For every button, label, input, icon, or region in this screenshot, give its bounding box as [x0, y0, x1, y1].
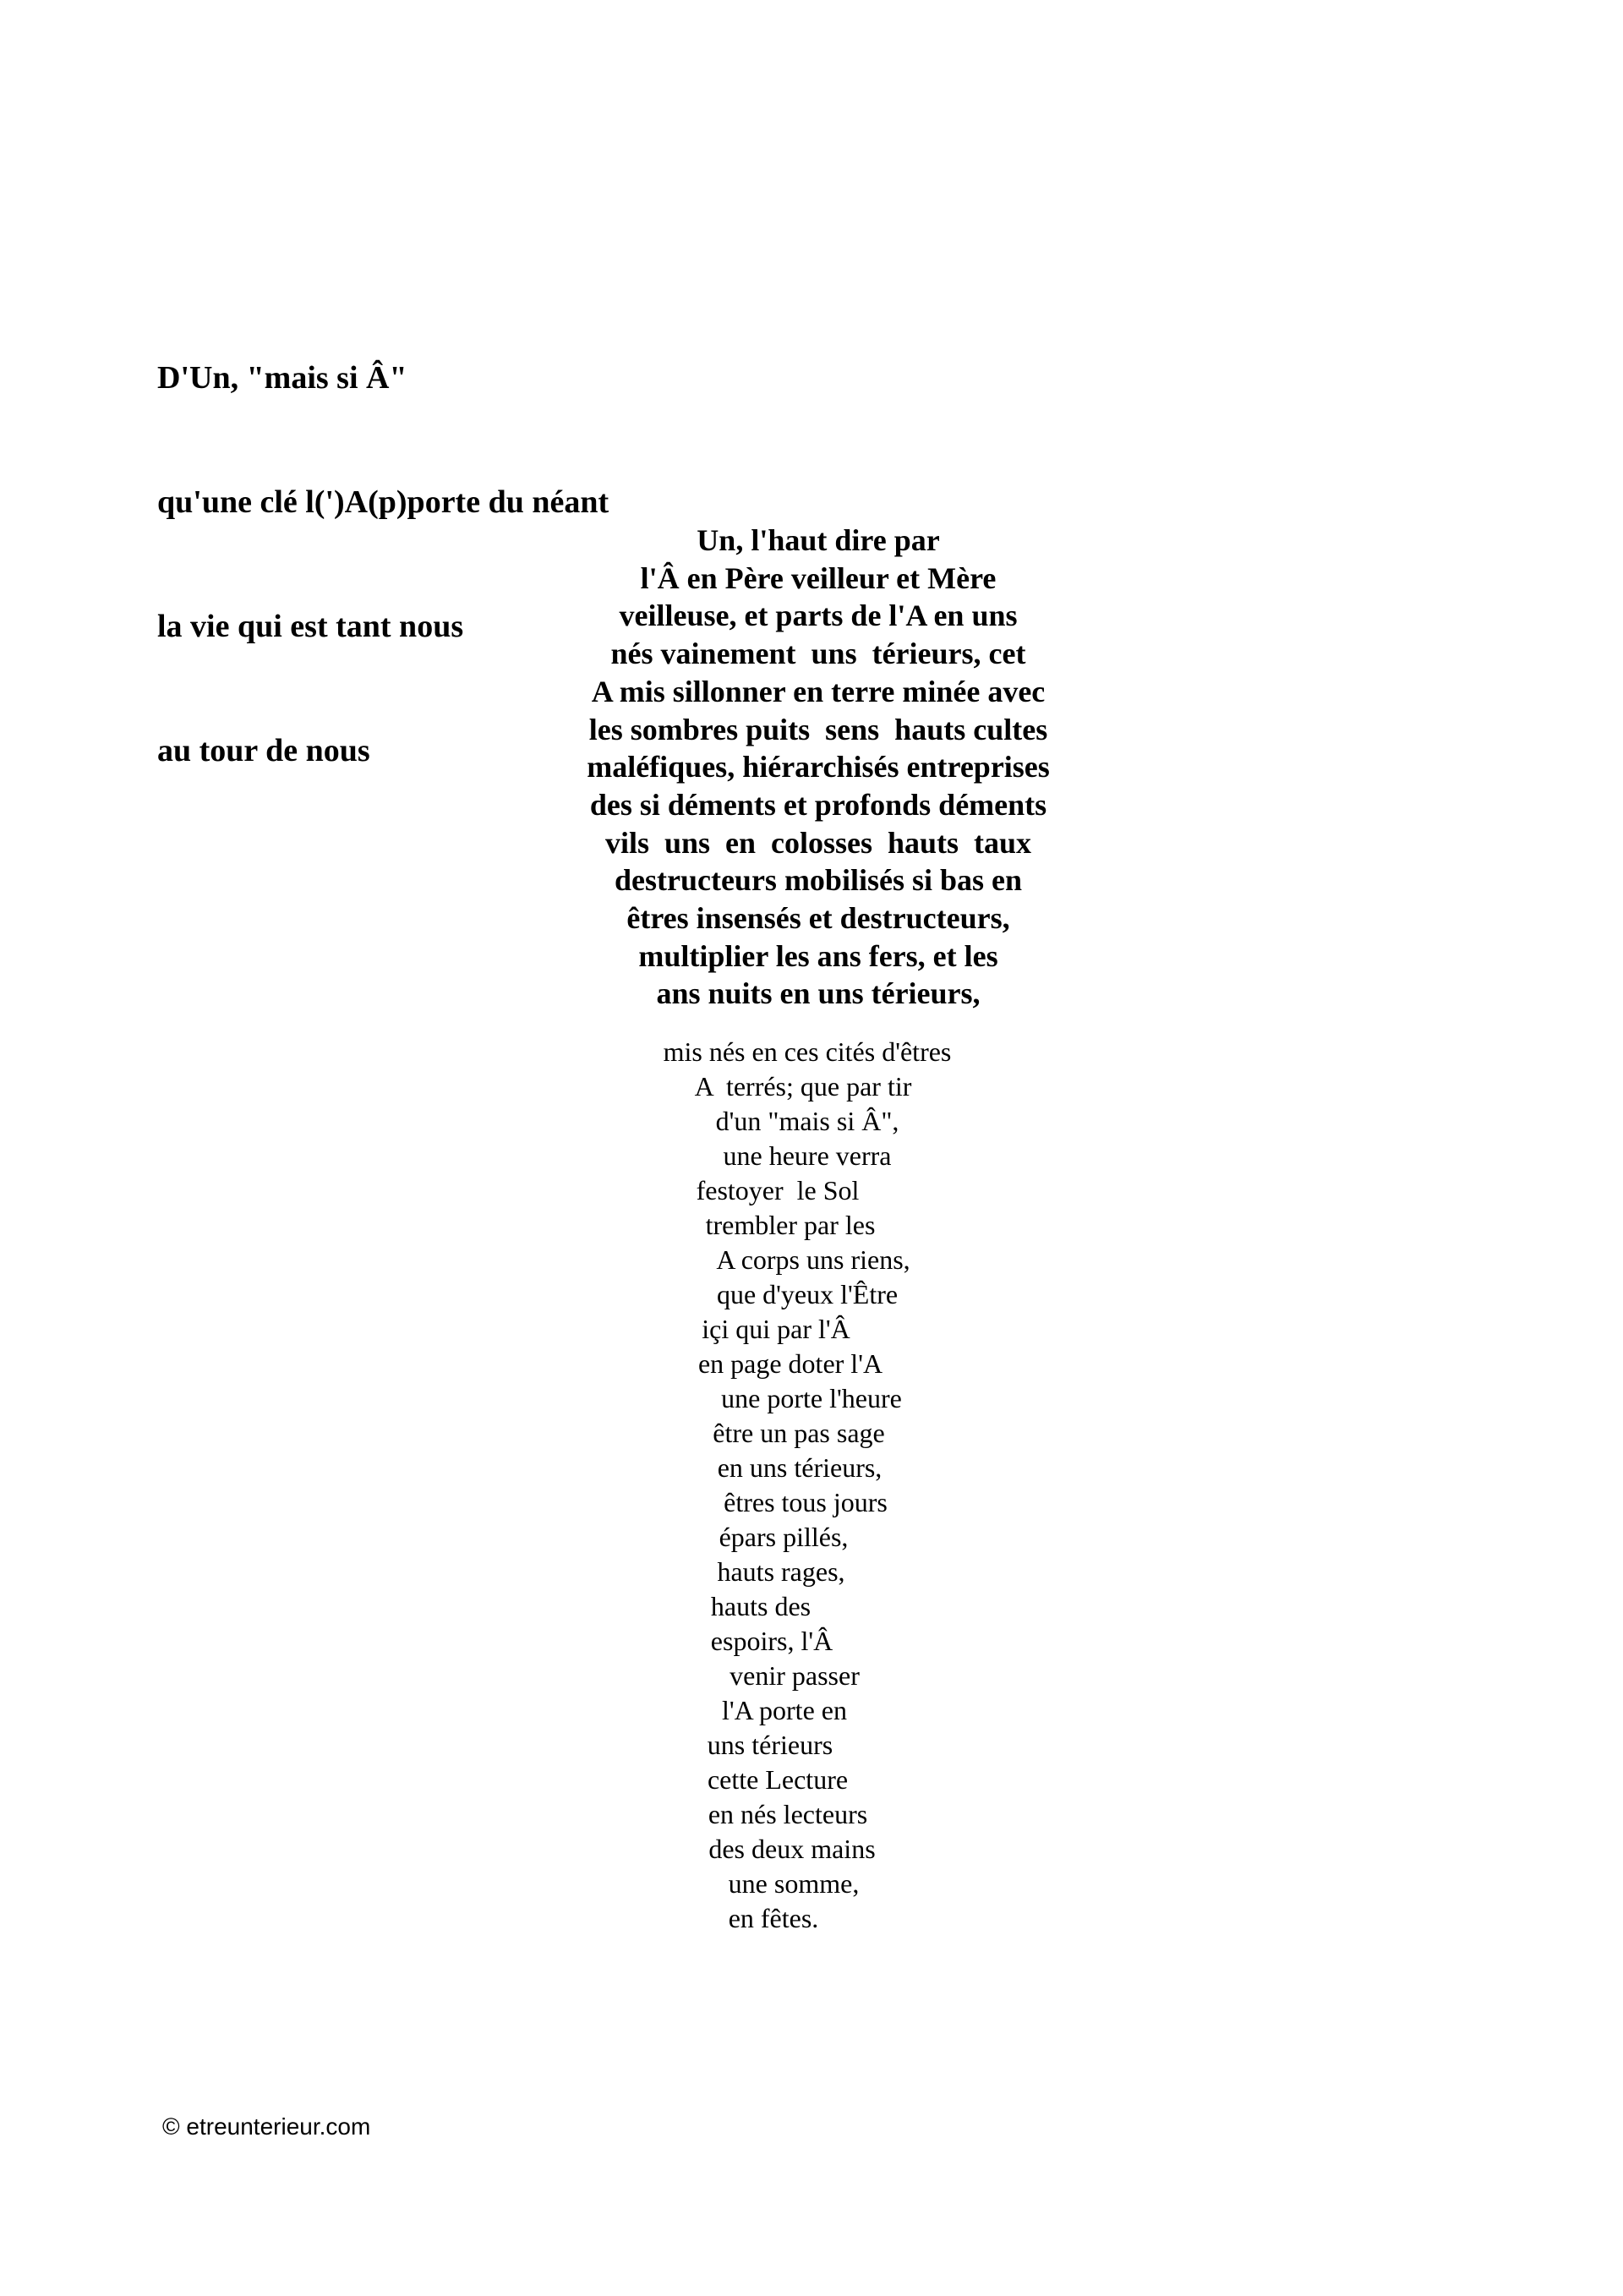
poem-line-regular: A corps uns riens,: [716, 1244, 910, 1275]
poem-line-regular: une porte l'heure: [721, 1383, 902, 1413]
poem-line-regular: d'un "mais si Â",: [715, 1106, 899, 1136]
poem-line-regular: êtres tous jours: [724, 1487, 888, 1517]
poem-line-regular: être un pas sage: [713, 1418, 885, 1448]
poem-line-regular: une heure verra: [723, 1140, 892, 1171]
poem-line-regular: cette Lecture: [707, 1764, 849, 1795]
poem-line-regular: içi qui par l'Â: [702, 1314, 850, 1344]
poem-line-regular: hauts des: [710, 1591, 812, 1621]
poem-line-regular: en page doter l'A: [697, 1348, 883, 1379]
poem-line-regular: uns térieurs: [707, 1730, 833, 1760]
header-line: D'Un, "mais si Â": [157, 360, 407, 396]
poem-line-regular: l'A porte en: [722, 1695, 847, 1725]
copyright-footer: © etreunterieur.com: [162, 2113, 371, 2140]
poem-header: [157, 275, 609, 855]
poem-line-bold: veilleuse, et parts de l'A en uns: [619, 599, 1018, 632]
poem-line-bold: A mis sillonner en terre minée avec: [591, 675, 1046, 708]
poem-line-regular: hauts rages,: [717, 1556, 845, 1587]
poem-line-bold: êtres insensés et destructeurs,: [626, 901, 1010, 935]
poem-line-regular: venir passer: [730, 1660, 860, 1691]
poem-line-regular: en fêtes.: [728, 1903, 819, 1933]
poem-line-bold: l'Â en Père veilleur et Mère: [640, 561, 997, 595]
header-line: qu'une clé l(')A(p)porte du néant: [157, 484, 609, 520]
poem-line-regular: une somme,: [728, 1868, 860, 1899]
poem-line-regular: que d'yeux l'Être: [716, 1279, 899, 1309]
poem-line-bold: les sombres puits sens hauts cultes: [588, 713, 1048, 746]
poem-line-regular: des deux mains: [708, 1834, 876, 1864]
poem-line-bold: maléfiques, hiérarchisés entreprises: [587, 750, 1050, 784]
poem-line-regular: en uns térieurs,: [717, 1452, 883, 1483]
poem-line-regular: festoyer le Sol: [696, 1175, 860, 1205]
poem-line-regular: épars pillés,: [719, 1522, 849, 1552]
poem-line-regular: mis nés en ces cités d'êtres: [663, 1036, 952, 1067]
poem-line-bold: multiplier les ans fers, et les: [638, 939, 998, 973]
poem-line-bold: ans nuits en uns térieurs,: [656, 976, 981, 1010]
poem-line-bold: destructeurs mobilisés si bas en: [614, 863, 1023, 897]
poem-line-regular: trembler par les: [705, 1210, 876, 1240]
header-line: la vie qui est tant nous: [157, 609, 464, 644]
poem-line-bold: des si déments et profonds déments: [589, 788, 1047, 822]
header-line: au tour de nous: [157, 733, 370, 768]
poem-line-bold: nés vainement uns térieurs, cet: [610, 637, 1026, 670]
poem-line-regular: espoirs, l'Â: [710, 1626, 833, 1656]
poem-line-regular: en nés lecteurs: [708, 1799, 868, 1829]
poem-line-bold: vils uns en colosses hauts taux: [604, 826, 1032, 860]
poem-line-regular: A terrés; que par tir: [694, 1071, 912, 1102]
poem-line-bold: Un, l'haut dire par: [697, 523, 940, 557]
